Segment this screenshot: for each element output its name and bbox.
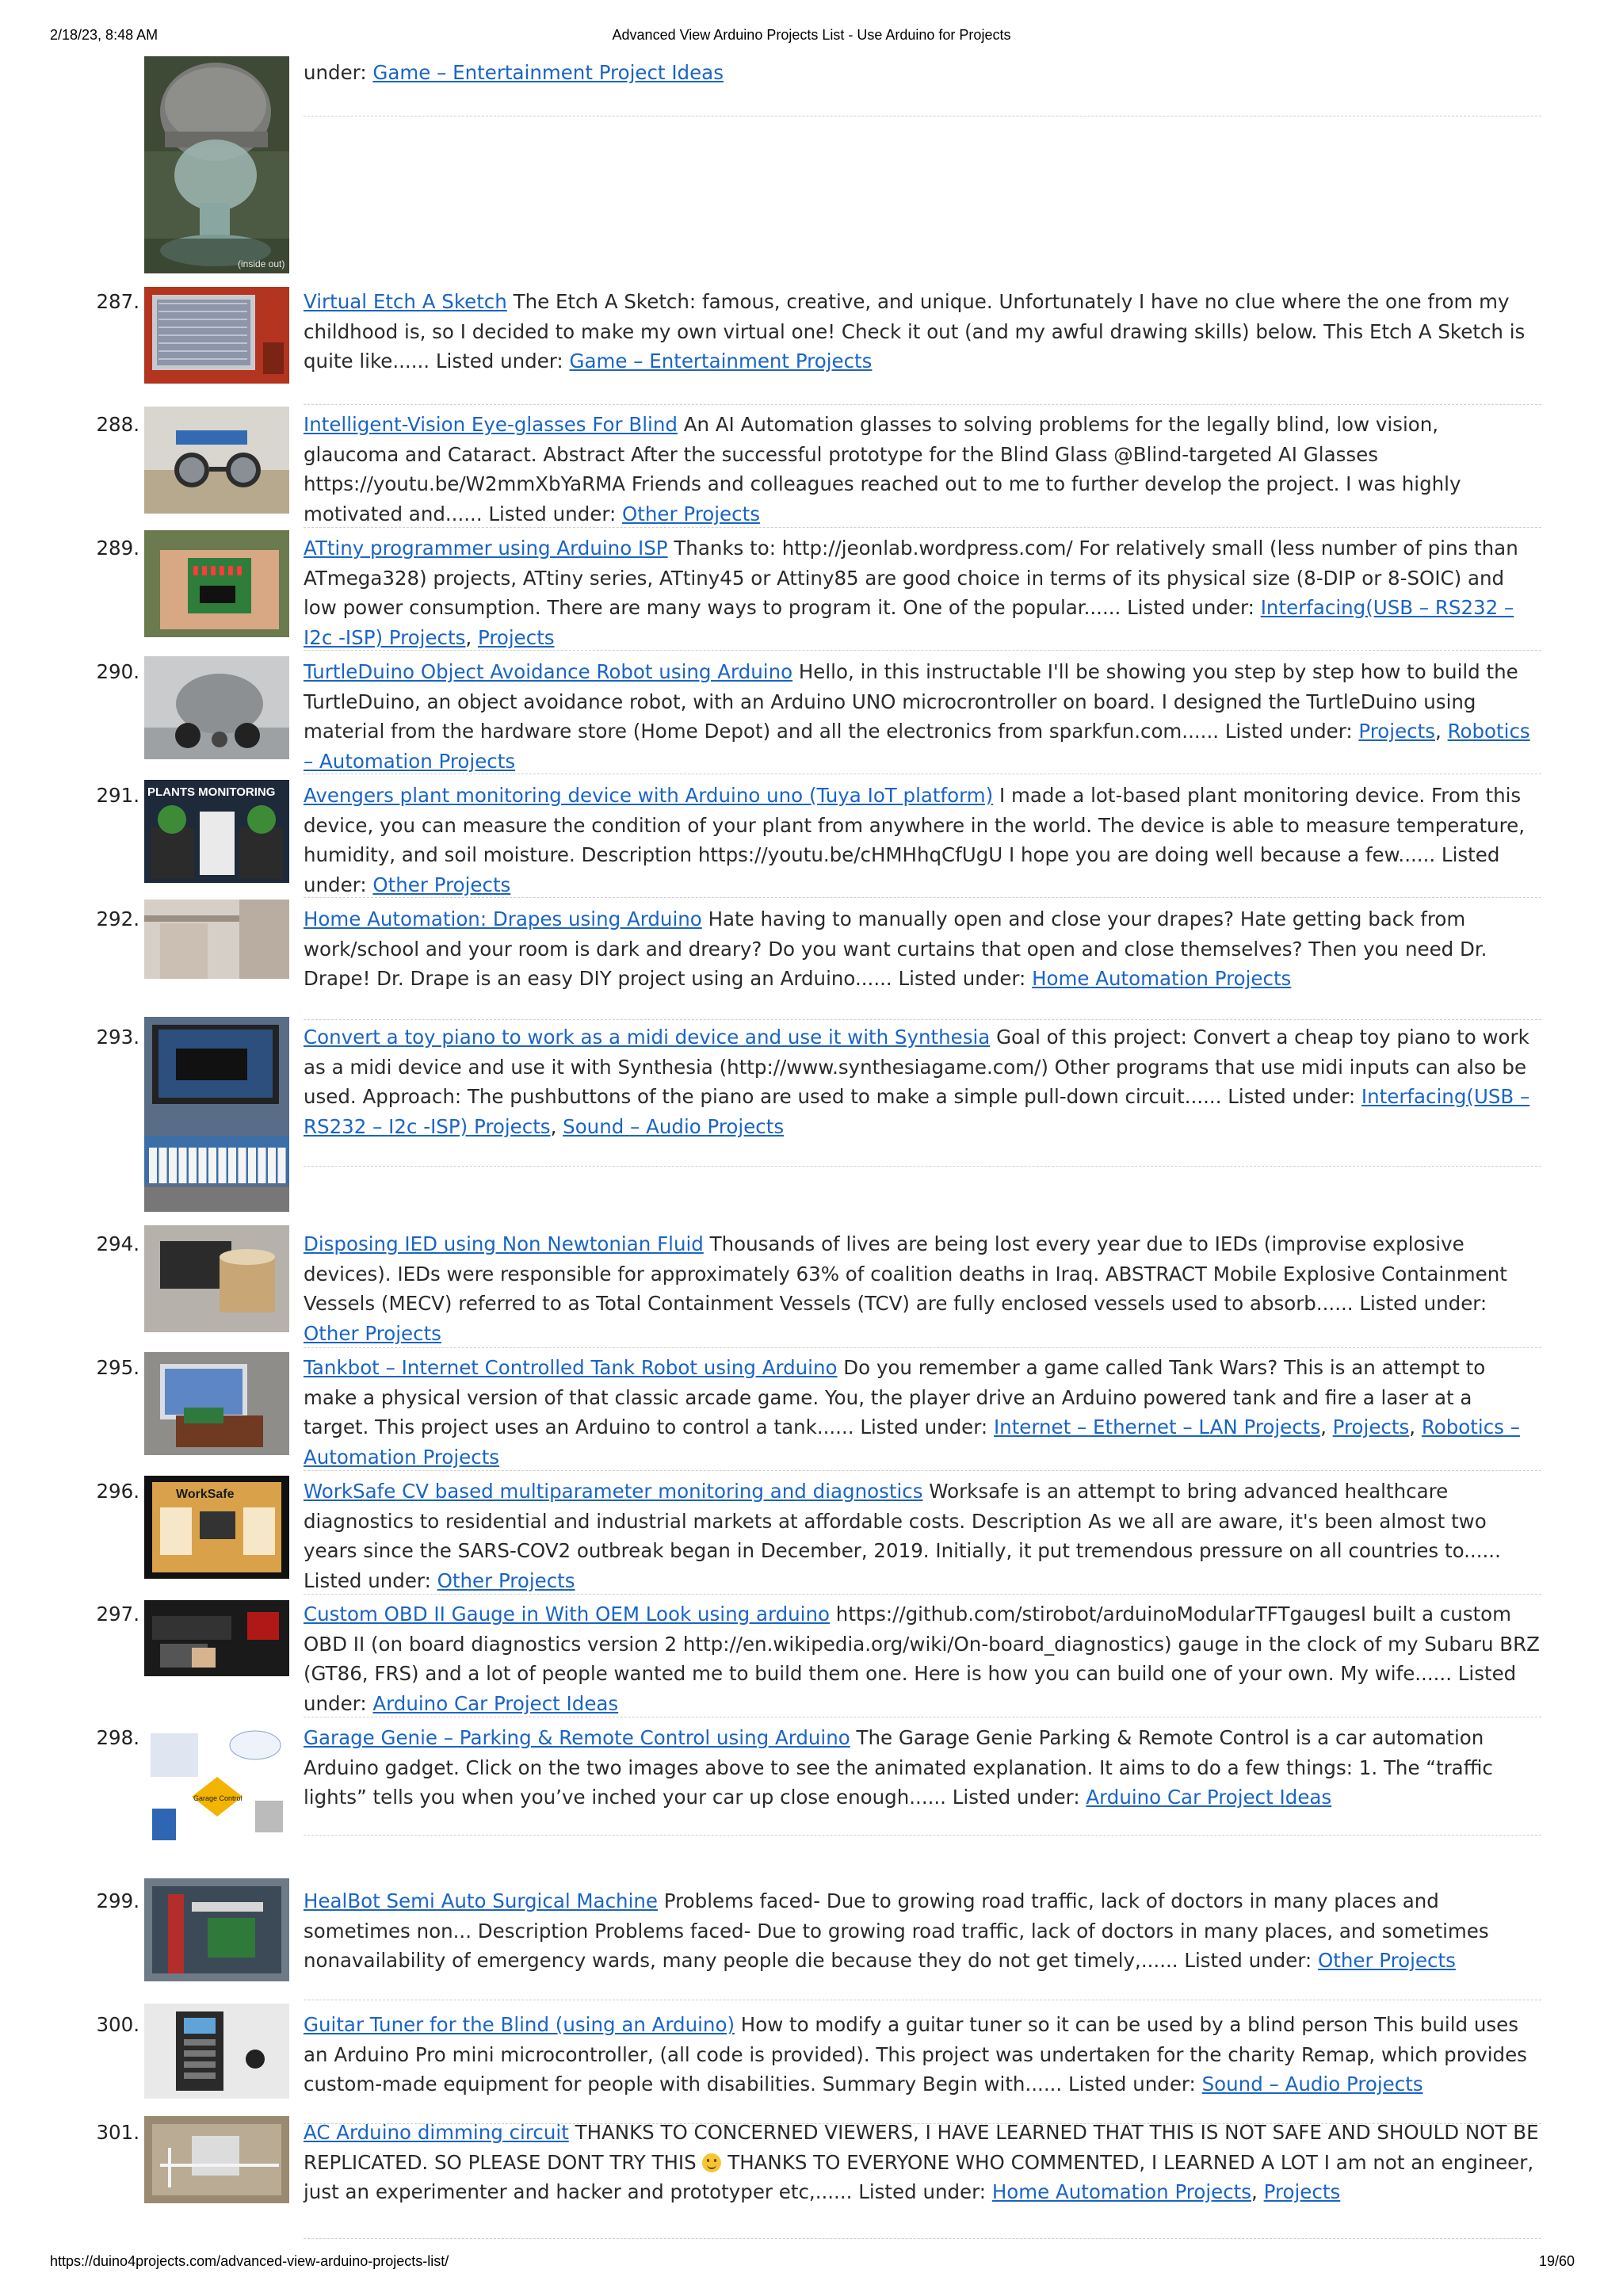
category-link[interactable]: Other Projects [304,1321,441,1345]
description-text: Worksafe is an attempt to bring advanced healthcare diagnostics to residential and industrial markets at affordable costs. Description As we all are aware, it's been almost two years since the SARS-COV2 outbreak began in December, 2019. Initially, it put tremendous pressure on all countries to...... Listed under: [304,1480,1501,1592]
entry-description [304,1477,1540,1595]
project-title-link[interactable]: TurtleDuino Object Avoidance Robot using Arduino [304,660,793,683]
description-text: The Garage Genie Parking & Remote Control is a car automation Arduino gadget. Click on the two images above to see the animated explanation. It aims to do a few things: 1. The “traffic lights” tells you when you’ve inched your car up close enough...... Listed under: [304,1726,1493,1809]
entry-thumbnail[interactable] [144,900,289,979]
category-separator: , [465,625,478,649]
worksafe-poster-image [144,1476,289,1579]
garage-diagram-image [144,1721,289,1844]
description-text: Goal of this project: Convert a cheap toy piano to work as a midi device and use it with Synthesia (http://www.synthesiagame.com/) Other programs that use midi inputs can also be used. Approach: The pushbuttons of the piano are used to make a simple pull-down circuit...... Listed under: [304,1026,1529,1108]
project-title-link[interactable]: Home Automation: Drapes using Arduino [304,907,702,930]
smiley-face-icon [702,2153,721,2172]
entry-number: 297. [96,1603,139,1626]
category-separator: , [1409,1415,1422,1438]
entry-separator [304,1166,1541,1167]
print-header [0,27,1623,46]
entry-separator [304,1019,1541,1020]
entry-number: 288. [96,413,139,436]
entry-description [304,533,1540,652]
description-text: Hello, in this instructable I'll be showing you step by step how to build the TurtleDuino, an object avoidance robot, with an Arduino UNO microcrontroller on board. I designed the TurtleDuino using material from the hardware store (Home Depot) and all the electronics from sparkfun.com...... Listed under: [304,660,1518,743]
print-datetime: 2/18/23, 8:48 AM [50,27,158,43]
entry-separator [304,1835,1541,1836]
entry-number: 294. [96,1232,139,1255]
description-text: An AI Automation glasses to solving problems for the legally blind, low vision, glaucoma and Cataract. Abstract After the successful prototype for the Blind Glass @Blind-targeted AI Glasses https://youtu.be/W2mmXbYaRMA Friends and colleagues reached out to me to further develop the project. I was highly motivated and...... Listed under: [304,413,1461,525]
entry-thumbnail[interactable] [144,530,289,637]
category-link[interactable]: Other Projects [1317,1949,1456,1972]
entry-description [304,1022,1540,1141]
project-title-link[interactable]: Garage Genie – Parking & Remote Control using Arduino [304,1726,850,1749]
entry-description [304,1886,1540,1976]
category-link[interactable]: Sound – Audio Projects [1201,2073,1423,2095]
category-link[interactable]: Interfacing(USB – RS232 – I2c -ISP) Projects [304,596,1514,649]
category-link[interactable]: Projects [1263,2180,1341,2203]
category-link[interactable]: Arduino Car Project Ideas [1086,1786,1332,1809]
toy-piano-laptop-image [144,1017,289,1212]
project-title-link[interactable]: Disposing IED using Non Newtonian Fluid [304,1232,704,1255]
print-url: https://duino4projects.com/advanced-view-arduino-projects-list/ [50,2253,449,2269]
category-link[interactable]: Home Automation Projects [1032,967,1292,990]
description-text: https://github.com/stirobot/arduinoModularTFTgaugesI built a custom OBD II (on board diagnostics version 2 http://en.wikipedia.org/wiki/On-board_diagnostics) gauge in the clock of my Subaru BRZ (GT86, FRS) and a lot of people wanted me to build them one. Here is how you can build one of your own. My wife...... Listed under: [304,1603,1540,1715]
entry-separator [304,527,1541,528]
entry-description [304,657,1540,776]
project-title-link[interactable]: Intelligent-Vision Eye-glasses For Blind [304,413,678,436]
entry-thumbnail[interactable] [144,2116,289,2203]
entry-thumbnail[interactable] [144,1600,289,1676]
thumbnail-caption: (inside out) [238,258,285,269]
svg-text:PLANTS MONITORING: PLANTS MONITORING [147,785,276,799]
print-page-title: Advanced View Arduino Projects List - Use Arduino for Projects [612,27,1011,43]
description-text: The Etch A Sketch: famous, creative, and unique. Unfortunately I have no clue where the one from my childhood is, so I decided to make my own virtual one! Check it out (and my awful drawing skills) below. This Etch A Sketch is quite like...... Listed under: [304,290,1526,372]
entry-number: 289. [96,537,139,560]
category-link[interactable]: Home Automation Projects [991,2180,1252,2203]
project-title-link[interactable]: WorkSafe CV based multiparameter monitoring and diagnostics [304,1480,923,1503]
entry-description [304,2118,1540,2207]
entry-thumbnail[interactable] [144,1225,289,1332]
category-link[interactable]: Projects [1332,1415,1410,1438]
category-link[interactable]: Other Projects [372,873,511,896]
category-link[interactable]: Interfacing(USB – RS232 – I2c -ISP) Projects [304,1085,1530,1138]
category-link[interactable]: Robotics – Automation Projects [304,720,1530,773]
entry-number: 292. [96,907,139,930]
turtle-robot-image [144,656,289,759]
entry-separator [304,650,1541,651]
fluid-cup-image [144,1225,289,1332]
dimmer-circuit-image [144,2116,289,2203]
project-title-link[interactable]: Convert a toy piano to work as a midi device and use it with Synthesia [304,1026,991,1049]
description-text: How to modify a guitar tuner so it can be used by a blind person This build uses an Arduino Pro mini microcontroller, (all code is provided). This project was undertaken for the charity Remap, which provides custom-made equipment for people with disabilities. Summary Begin with...... Listed under: [304,2013,1527,2095]
description-text: I made a lot-based plant monitoring device. From this device, you can measure the condition of your plant from anywhere in the world. The device is able to measure temperature, humidity, and soil moisture. Description https://youtu.be/cHMHhqCfUgU I hope you are doing well because a few...... Listed under: [304,784,1525,896]
category-separator: , [1435,720,1448,743]
entry-description [304,1723,1540,1813]
description-text: Problems faced- Due to growing road traffic, lack of doctors in many places and sometimes non... Description Problems faced- Due to growing road traffic, lack of doctors in many places, and sometimes nonavailability of emergency wards, many people die because they do not get timely,...... Listed under: [304,1889,1489,1972]
entry-thumbnail[interactable] [144,1352,289,1455]
entry-separator [304,404,1541,405]
entry-thumbnail[interactable] [144,780,289,883]
print-page-number: 19/60 [1538,2253,1575,2269]
entry-number: 300. [96,2013,139,2036]
project-title-link[interactable]: Avengers plant monitoring device with Arduino uno (Tuya IoT platform) [304,784,994,807]
entry-number: 287. [96,290,139,313]
entry-thumbnail[interactable] [144,407,289,514]
project-title-link[interactable]: ATtiny programmer using Arduino ISP [304,537,668,560]
project-title-link[interactable]: Virtual Etch A Sketch [304,290,507,313]
category-link[interactable]: Game – Entertainment Projects [569,350,873,372]
description-text: Thousands of lives are being lost every year due to IEDs (improvise explosive devices). IEDs were responsible for approximately 63% of coalition deaths in Iraq. ABSTRACT Mobile Explosive Containment Vessels (MECV) referred to as Total Containment Vessels (TCV) are fully enclosed vessels used to absorb...... Listed under: [304,1232,1507,1315]
guitar-tuner-device-image [144,2004,289,2099]
drape-rod-image [144,900,289,979]
description-text: Hate having to manually open and close your drapes? Hate getting back from work/school and your room is dark and dreary? Do you want curtains that open and close themselves? Then you need Dr. Drape! Dr. Drape is an easy DIY project using an Arduino...... Listed under: [304,907,1487,990]
entry-separator [304,897,1541,898]
description-text: THANKS TO CONCERNED VIEWERS, I HAVE LEARNED THAT THIS IS NOT SAFE AND SHOULD NOT BE REPLICATED. SO PLEASE DONT TRY THIS [304,2121,1539,2174]
entry-description [304,1229,1540,1348]
entry-thumbnail[interactable] [144,1878,289,1981]
entry-thumbnail[interactable] [144,1017,289,1212]
category-separator: , [1251,2180,1264,2203]
entry-thumbnail[interactable] [144,287,289,384]
entry-description [304,410,1540,529]
category-separator: , [550,1114,563,1138]
programmer-board-in-hand-image [144,530,289,637]
category-link[interactable]: Other Projects [437,1568,575,1592]
surgical-machine-image [144,1878,289,1981]
project-title-link[interactable]: HealBot Semi Auto Surgical Machine [304,1889,658,1912]
tank-robot-image [144,1352,289,1455]
category-link[interactable]: Projects [1358,720,1436,743]
entry-number: 301. [96,2121,139,2144]
svg-text:WorkSafe: WorkSafe [176,1488,235,1501]
entry-description [304,1353,1540,1472]
entry-description [304,781,1540,900]
entry-number: 295. [96,1356,139,1379]
entry-thumbnail[interactable] [144,656,289,759]
entry-number: 296. [96,1480,139,1503]
entry-separator [304,116,1541,117]
description-text: Do you remember a game called Tank Wars? This is an attempt to make a physical version of that classic arcade game. You, the player drive an Arduino powered tank and fire a laser at a target. This project uses an Arduino to control a tank...... Listed under: [304,1356,1486,1438]
description-text: Thanks to: http://jeonlab.wordpress.com/ For relatively small (less number of pins than ATmega328) projects, ATtiny series, ATtiny45 or Attiny85 are good choice in terms of its physical size (8-DIP or 8-SOIC) and low power consumption. There are many ways to program it. One of the popular...... Listed under: [304,537,1518,619]
continued-thumbnail[interactable] [144,56,289,273]
category-link[interactable]: Robotics – Automation Projects [304,1415,1520,1469]
entry-separator [304,2238,1541,2239]
category-link[interactable]: Sound – Audio Projects [563,1114,785,1138]
entry-separator [304,1347,1541,1348]
description-text-continued: THANKS TO EVERYONE WHO COMMENTED, I LEARNED A LOT I am not an engineer, just an experimenter and hacker and prototyper etc,...... Listed under: [304,2150,1534,2203]
category-link[interactable]: Projects [477,625,555,649]
category-link[interactable]: Other Projects [622,502,760,525]
continued-description: under: Game – Entertainment Project Ideas [304,61,724,84]
entry-number: 293. [96,1026,139,1049]
plant-monitoring-image [144,780,289,883]
category-link[interactable]: Arduino Car Project Ideas [372,1691,619,1715]
project-title-link[interactable]: Custom OBD II Gauge in With OEM Look using arduino [304,1603,831,1626]
category-link[interactable]: Internet – Ethernet – LAN Projects [993,1415,1321,1438]
project-title-link[interactable]: AC Arduino dimming circuit [304,2121,569,2144]
project-title-link[interactable]: Guitar Tuner for the Blind (using an Arduino) [304,2013,735,2036]
entry-description [304,287,1540,376]
category-separator: , [1320,1415,1333,1438]
entry-separator [304,1594,1541,1595]
etch-a-sketch-screen-image [144,287,289,384]
entry-number: 298. [96,1726,139,1749]
entry-thumbnail[interactable] [144,1476,289,1579]
entry-thumbnail[interactable] [144,2004,289,2099]
entry-number: 299. [96,1889,139,1912]
entry-number: 291. [96,784,139,807]
car-dashboard-image [144,1600,289,1676]
entry-description [304,904,1540,994]
entry-separator [304,1470,1541,1471]
svg-text:Garage Control: Garage Control [193,1794,242,1802]
category-link[interactable]: Game – Entertainment Project Ideas [372,61,724,84]
entry-description [304,1599,1540,1718]
entry-thumbnail[interactable] [144,1721,289,1844]
project-title-link[interactable]: Tankbot – Internet Controlled Tank Robot using Arduino [304,1356,838,1379]
eyeglasses-with-sensors-image [144,407,289,514]
print-footer [0,2253,1623,2272]
entry-description [304,2010,1540,2099]
entry-number: 290. [96,660,139,683]
